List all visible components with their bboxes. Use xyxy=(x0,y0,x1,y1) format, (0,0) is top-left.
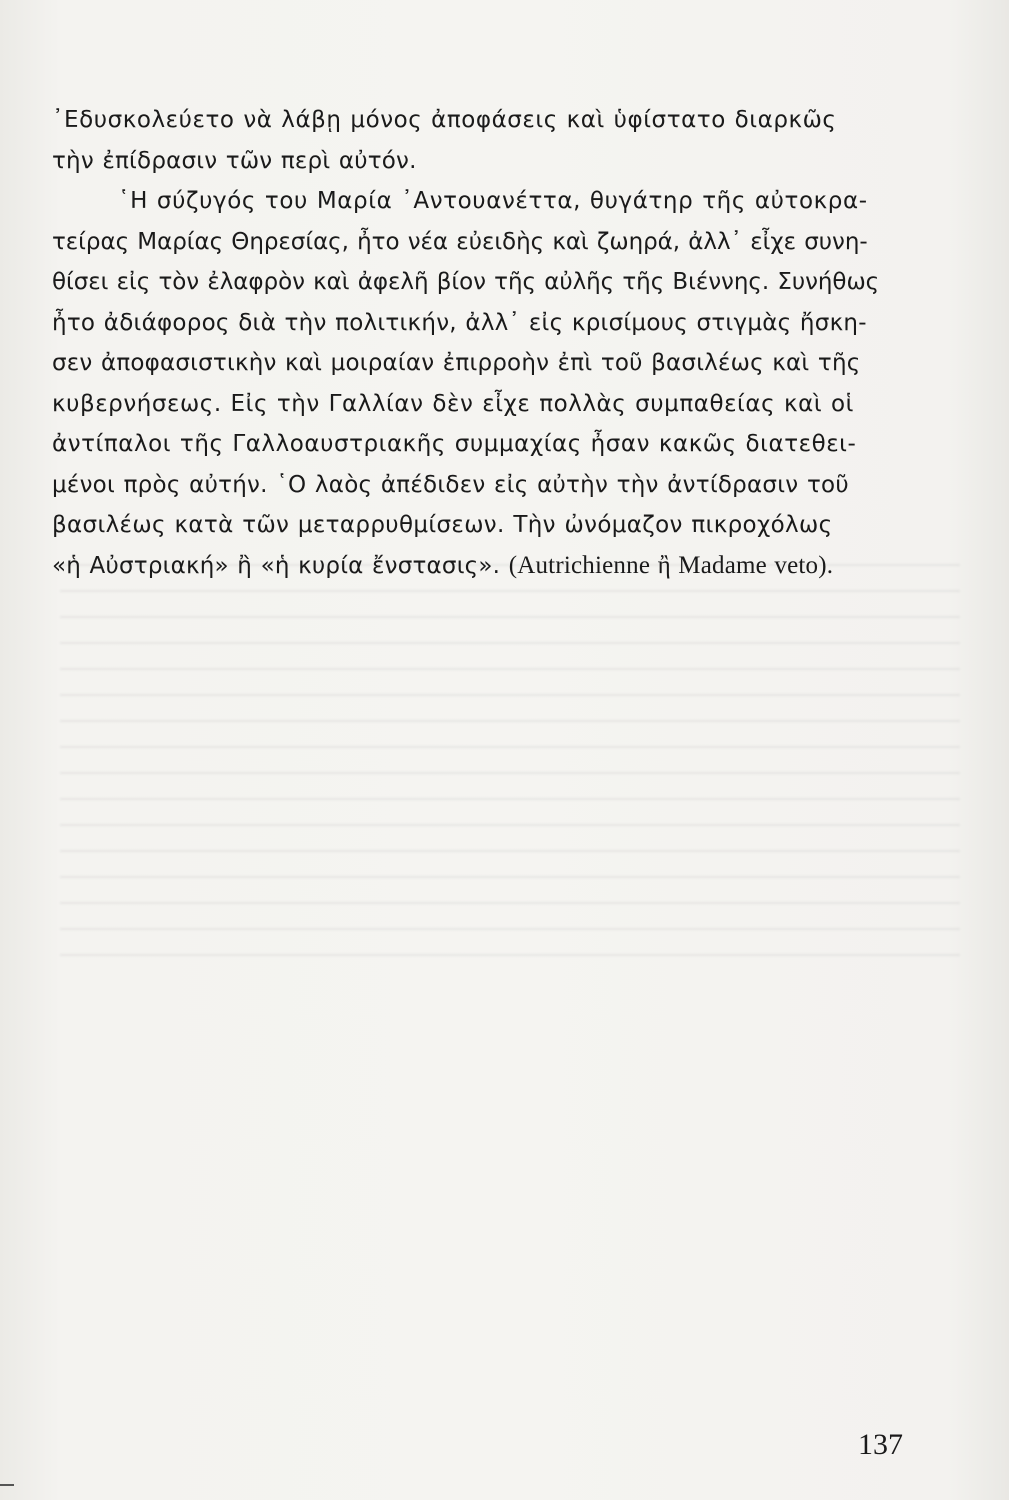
text-line: ᾿Εδυσκολεύετο νὰ λάβῃ μόνος ἀποφάσεις καὶ ὑφίστατο διαρκῶς xyxy=(52,107,837,133)
text-line: τὴν ἐπίδρασιν τῶν περὶ αὐτόν. xyxy=(52,147,417,174)
last-line-greek: «ἡ Αὐστριακή» ἢ «ἡ κυρία ἔνστασις». xyxy=(52,552,501,579)
text-line: κυβερνήσεως. Εἰς τὴν Γαλλίαν δὲν εἶχε πολλὰς συμπαθείας καὶ οἱ xyxy=(52,390,854,417)
text-line: τείρας Μαρίας Θηρεσίας, ἦτο νέα εὐειδὴς καὶ ζωηρά, ἀλλ᾿ εἶχε συνη- xyxy=(52,228,868,255)
text-line: ἦτο ἀδιάφορος διὰ τὴν πολιτικήν, ἀλλ᾿ εἰς κρισίμους στιγμὰς ἤσκη- xyxy=(52,309,867,336)
text-line: ἀντίπαλοι τῆς Γαλλοαυστριακῆς συμμαχίας ἦσαν κακῶς διατεθει- xyxy=(52,431,857,457)
page-number: 137 xyxy=(858,1428,903,1461)
text-line-last xyxy=(52,546,920,587)
text-line: μένοι πρὸς αὐτήν. ῾Ο λαὸς ἀπέδιδεν εἰς αὐτὴν τὴν ἀντίδρασιν τοῦ xyxy=(52,471,849,498)
last-line-latin: (Autrichienne ἢ Madame veto). xyxy=(508,551,834,579)
body-text xyxy=(52,100,920,586)
show-through-background xyxy=(60,540,960,1300)
text-line: βασιλέως κατὰ τῶν μεταρρυθμίσεων. Τὴν ὠνόμαζον πικροχόλως xyxy=(52,512,833,538)
text-line: σεν ἀποφασιστικὴν καὶ μοιραίαν ἐπιρροὴν ἐπὶ τοῦ βασιλέως καὶ τῆς xyxy=(52,350,861,376)
edge-mark xyxy=(0,1484,14,1486)
text-line: θίσει εἰς τὸν ἐλαφρὸν καὶ ἀφελῆ βίον τῆς αὐλῆς τῆς Βιέννης. Συνήθως xyxy=(52,269,880,295)
text-line: ῾Η σύζυγός του Μαρία ᾿Αντουανέττα, θυγάτηρ τῆς αὐτοκρα- xyxy=(118,188,868,214)
